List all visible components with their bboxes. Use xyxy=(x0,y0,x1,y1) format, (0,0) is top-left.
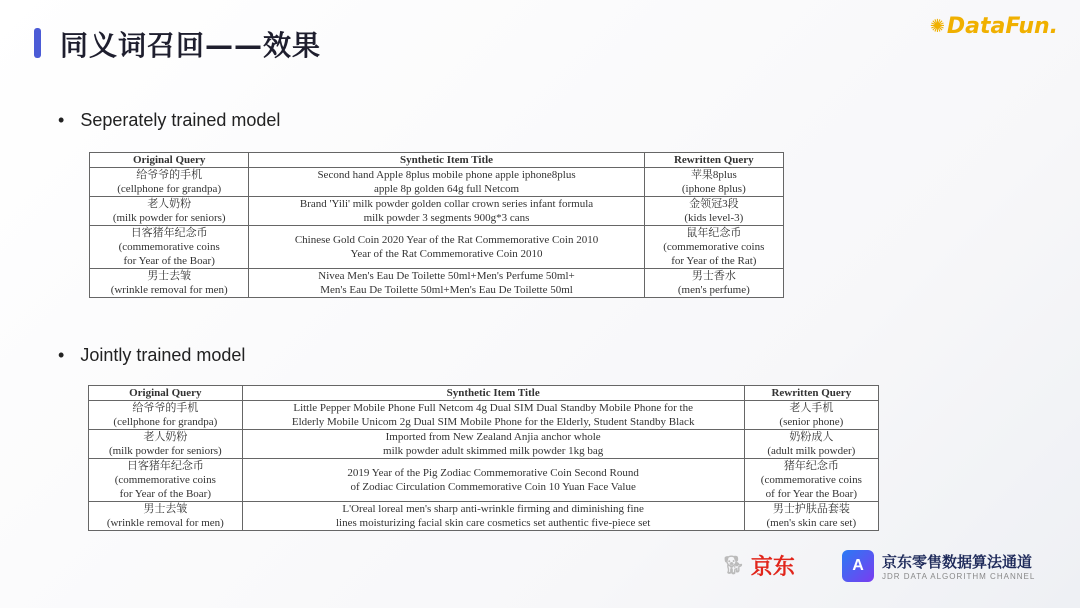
cell-line: (milk powder for seniors) xyxy=(112,212,226,224)
table-cell xyxy=(744,401,878,430)
cell-line: (commemorative coins xyxy=(118,241,220,253)
table-cell xyxy=(644,269,783,298)
cell-line: for Year of the Boar) xyxy=(119,488,211,500)
jd-logo-text: 京东 xyxy=(750,555,795,580)
cell-line: Little Pepper Mobile Phone Full Netcom 4g Dual SIM Dual Standby Mobile Phone for the xyxy=(293,402,693,414)
cell-line: for Year of the Boar) xyxy=(123,255,215,267)
table-cell xyxy=(89,502,243,531)
cell-line: lines moisturizing facial skin care cosmetics set authentic five-piece set xyxy=(336,517,651,529)
title-accent-bar xyxy=(34,28,41,58)
cell-line: 日客猪年纪念币 xyxy=(130,227,208,239)
table-cell xyxy=(744,430,878,459)
cell-line: (adult milk powder) xyxy=(767,445,856,457)
table-cell xyxy=(249,226,644,269)
cell-line: Second hand Apple 8plus mobile phone apple iphone8plus xyxy=(317,169,576,181)
bullet-text: Seperately trained model xyxy=(80,110,281,130)
table-cell xyxy=(644,197,783,226)
cell-line: 男士去皱 xyxy=(143,503,188,515)
table-row xyxy=(89,502,879,531)
table-cell xyxy=(89,430,243,459)
cell-line: (commemorative coins xyxy=(760,474,862,486)
cell-line: 鼠年纪念币 xyxy=(686,227,742,239)
table-cell xyxy=(90,197,249,226)
table-header-row xyxy=(89,386,879,401)
column-header: Original Query xyxy=(90,153,249,168)
table-cell xyxy=(242,459,744,502)
cell-line: Chinese Gold Coin 2020 Year of the Rat Commemorative Coin 2010 xyxy=(294,234,599,246)
page-title: 同义词召回——效果 xyxy=(60,29,322,62)
cell-line: milk powder adult skimmed milk powder 1kg bag xyxy=(383,445,604,457)
table-cell xyxy=(90,168,249,197)
table-cell xyxy=(89,459,243,502)
cell-line: (iphone 8plus) xyxy=(681,183,746,195)
bullet-jointly xyxy=(58,345,245,366)
cell-line: of Zodiac Circulation Commemorative Coin 10 Yuan Face Value xyxy=(350,481,636,493)
table-cell xyxy=(644,226,783,269)
cell-line: (cellphone for grandpa) xyxy=(113,416,218,428)
cell-line: 给爷爷的手机 xyxy=(136,169,203,181)
cell-line: L'Oreal loreal men's sharp anti-wrinkle firming and diminishing fine xyxy=(342,503,644,515)
column-header: Rewritten Query xyxy=(744,386,878,401)
cell-line: 男士去皱 xyxy=(147,270,192,282)
table-cell xyxy=(90,226,249,269)
results-table-separate xyxy=(89,152,784,298)
cell-line: (kids level-3) xyxy=(684,212,744,224)
cell-line: 苹果8plus xyxy=(690,169,737,181)
cell-line: 老人奶粉 xyxy=(147,198,192,210)
cell-line: Elderly Mobile Unicom 2g Dual SIM Mobile Phone for the Elderly, Student Standby Black xyxy=(291,416,695,428)
cell-line: (wrinkle removal for men) xyxy=(106,517,224,529)
cell-line: Imported from New Zealand Anjia anchor whole xyxy=(385,431,601,443)
cell-line: 2019 Year of the Pig Zodiac Commemorative Coin Second Round xyxy=(347,467,639,479)
cell-line: (commemorative coins xyxy=(114,474,216,486)
table-row xyxy=(89,401,879,430)
cell-line: 猪年纪念币 xyxy=(783,460,839,472)
table-row xyxy=(90,226,784,269)
gear-icon: ✺ xyxy=(929,16,945,37)
cell-line: 给爷爷的手机 xyxy=(132,402,199,414)
table-cell xyxy=(249,197,644,226)
table-cell xyxy=(644,168,783,197)
jd-dog-icon: 🐕︎ xyxy=(722,555,745,576)
table-row xyxy=(90,168,784,197)
cell-line: 老人手机 xyxy=(789,402,834,414)
table-row xyxy=(89,430,879,459)
channel-name-en: JDR DATA ALGORITHM CHANNEL xyxy=(882,572,1036,581)
table-cell xyxy=(242,430,744,459)
table-row xyxy=(90,269,784,298)
table-cell xyxy=(242,401,744,430)
bullet-separately xyxy=(58,110,280,131)
table-cell xyxy=(249,168,644,197)
table-cell xyxy=(90,269,249,298)
table-header-row xyxy=(90,153,784,168)
cell-line: (men's skin care set) xyxy=(766,517,857,529)
table-cell xyxy=(242,502,744,531)
cell-line: 男士护肤品套装 xyxy=(772,503,850,515)
table-cell xyxy=(744,459,878,502)
jd-logo xyxy=(722,550,795,581)
cell-line: 日客猪年纪念币 xyxy=(126,460,204,472)
cell-line: (men's perfume) xyxy=(677,284,750,296)
column-header: Original Query xyxy=(89,386,243,401)
column-header: Rewritten Query xyxy=(644,153,783,168)
datafun-logo xyxy=(930,14,1058,39)
cell-line: of for Year the Boar) xyxy=(765,488,857,500)
results-table-joint xyxy=(88,385,879,531)
column-header: Synthetic Item Title xyxy=(242,386,744,401)
cell-line: 金领冠3段 xyxy=(689,198,739,210)
table-cell xyxy=(744,502,878,531)
cell-line: for Year of the Rat) xyxy=(671,255,757,267)
cell-line: (wrinkle removal for men) xyxy=(110,284,228,296)
cell-line: milk powder 3 segments 900g*3 cans xyxy=(363,212,530,224)
cell-line: (senior phone) xyxy=(779,416,844,428)
cell-line: 奶粉成人 xyxy=(789,431,834,443)
table-row xyxy=(90,197,784,226)
column-header: Synthetic Item Title xyxy=(249,153,644,168)
cell-line: Brand 'Yili' milk powder golden collar crown series infant formula xyxy=(299,198,594,210)
cell-line: 男士香水 xyxy=(691,270,736,282)
table-row xyxy=(89,459,879,502)
datafun-logo-text: DataFun. xyxy=(946,14,1058,39)
bullet-dot-icon: • xyxy=(58,110,65,130)
cell-line: Nivea Men's Eau De Toilette 50ml+Men's Perfume 50ml+ xyxy=(318,270,575,282)
table-cell xyxy=(249,269,644,298)
channel-name-cn: 京东零售数据算法通道 xyxy=(882,553,1033,571)
cell-line: Men's Eau De Toilette 50ml+Men's Eau De Toilette 50ml xyxy=(320,284,573,296)
bullet-dot-icon: • xyxy=(58,345,65,365)
jdr-channel-logo xyxy=(842,550,1035,582)
channel-logo-icon: A xyxy=(842,550,874,582)
cell-line: (cellphone for grandpa) xyxy=(117,183,222,195)
cell-line: Year of the Rat Commemorative Coin 2010 xyxy=(350,248,543,260)
cell-line: (commemorative coins xyxy=(663,241,765,253)
bullet-text: Jointly trained model xyxy=(80,345,246,365)
cell-line: apple 8p golden 64g full Netcom xyxy=(373,183,520,195)
table-cell xyxy=(89,401,243,430)
cell-line: (milk powder for seniors) xyxy=(108,445,222,457)
cell-line: 老人奶粉 xyxy=(143,431,188,443)
